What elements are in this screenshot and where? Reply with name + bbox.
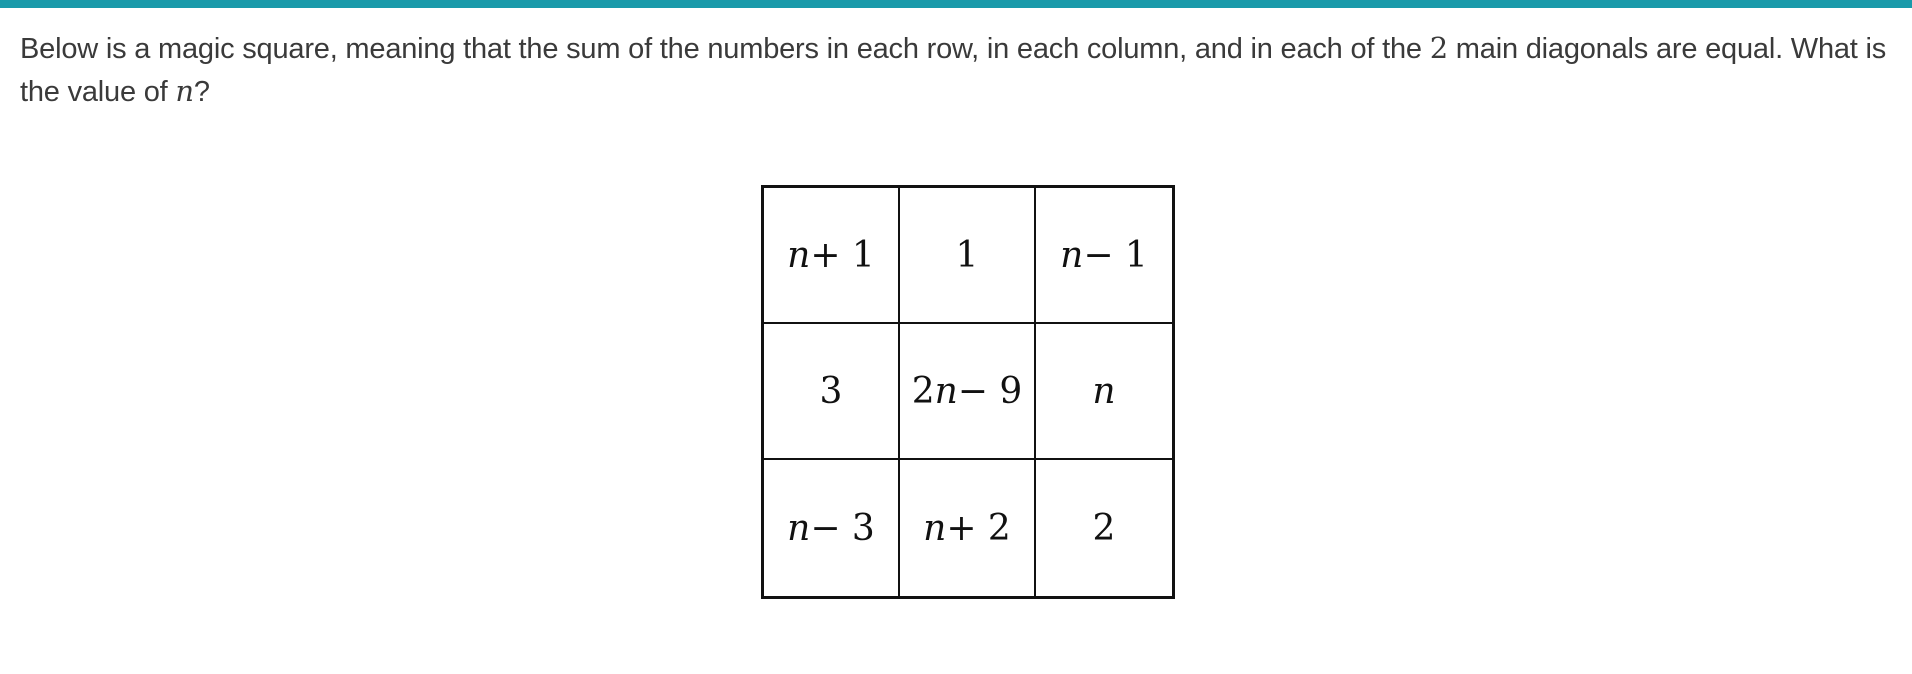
magic-square-grid [761, 185, 1175, 599]
magic-square-cell-r1c2: 1 [900, 188, 1036, 324]
magic-square-cell-r2c1: 3 [764, 324, 900, 460]
magic-square-cell-r2c2: 2 n − 9 [900, 324, 1036, 460]
question-part-3: ? [193, 76, 210, 108]
question-text [20, 27, 1912, 113]
question-part-2: main diagonals are equal. What is the value of [20, 33, 1887, 108]
magic-square-cell-r3c3: 2 [1092, 507, 1116, 549]
magic-square-cell-r2c3: n [1036, 324, 1172, 460]
magic-square-cell-r3c2: n + 2 [900, 460, 1036, 596]
magic-square-cell-r1c3: n − 1 [1036, 188, 1172, 324]
magic-square-cell-r3c1: n − 3 [764, 460, 900, 596]
question-variable-n: n [175, 74, 194, 108]
top-accent-bar [0, 0, 1912, 8]
question-part-1: Below is a magic square, meaning that the sum of the numbers in each row, in each column, and in each of the [20, 33, 1430, 65]
magic-square-cell-r1c1: n + 1 [764, 188, 900, 324]
question-number-two: 2 [1429, 31, 1448, 65]
